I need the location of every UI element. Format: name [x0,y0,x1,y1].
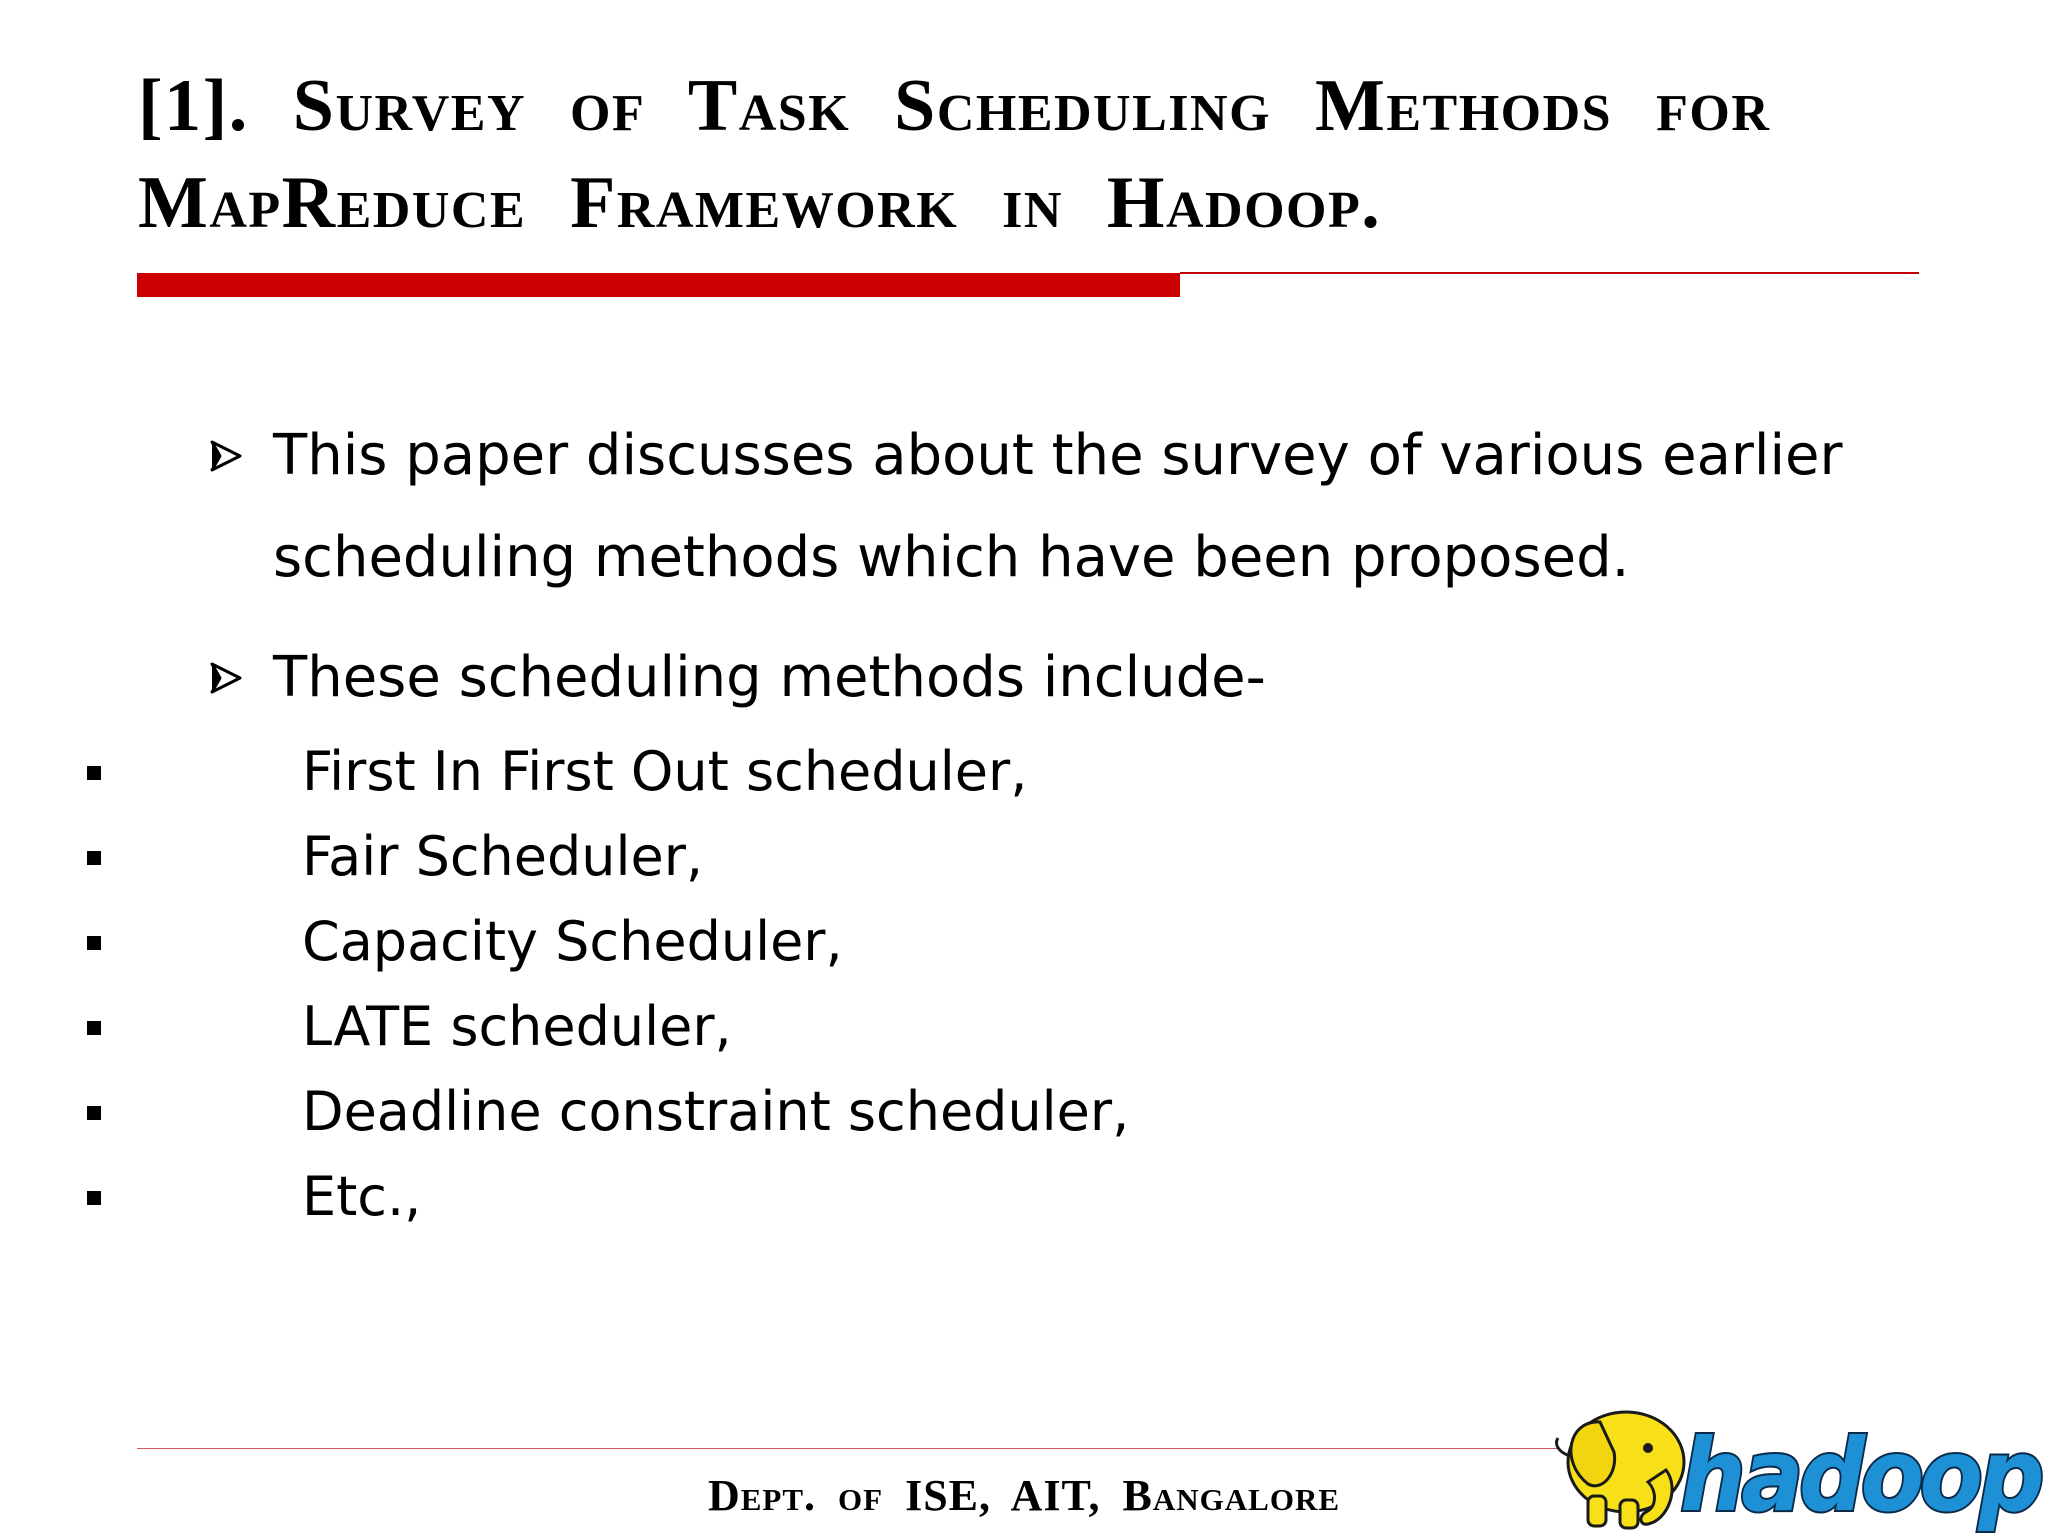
bullet-list [208,405,1908,1257]
bullet-text: This paper discusses about the survey of various earlier scheduling methods which have been proposed. [273,423,1843,590]
title-line-2: MapReduce Framework in Hadoop. [138,162,1382,244]
footer-text: Dept. of ISE, AIT, Bangalore [707,1471,1341,1520]
sub-item: Etc., [0,1154,1908,1239]
square-bullet-icon [87,766,101,780]
slide-title [138,58,1918,252]
sub-bullet-list [273,729,1908,1239]
square-bullet-icon [87,1191,101,1205]
title-underline-thick [137,273,1180,297]
bullet-item [208,627,1908,1239]
square-bullet-icon [87,851,101,865]
title-line-1: [1]. Survey of Task Scheduling Methods for [138,65,1771,147]
square-bullet-icon [87,1021,101,1035]
hadoop-elephant-icon [1557,1412,1685,1528]
arrow-bullet-icon [208,405,258,507]
bullet-item [208,405,1908,609]
square-bullet-icon [87,936,101,950]
square-bullet-icon [87,1106,101,1120]
sub-item: First In First Out scheduler, [0,729,1908,814]
arrow-bullet-icon [208,627,258,729]
footer-divider [137,1448,1557,1449]
sub-item: Deadline constraint scheduler, [0,1069,1908,1154]
hadoop-logo [1548,1392,2048,1536]
hadoop-logo-text: hadoop [1680,1417,2042,1534]
sub-item: LATE scheduler, [0,984,1908,1069]
sub-item: Fair Scheduler, [0,814,1908,899]
bullet-text: These scheduling methods include- [273,645,1266,710]
sub-item: Capacity Scheduler, [0,899,1908,984]
title-underline-thin [1180,272,1919,274]
